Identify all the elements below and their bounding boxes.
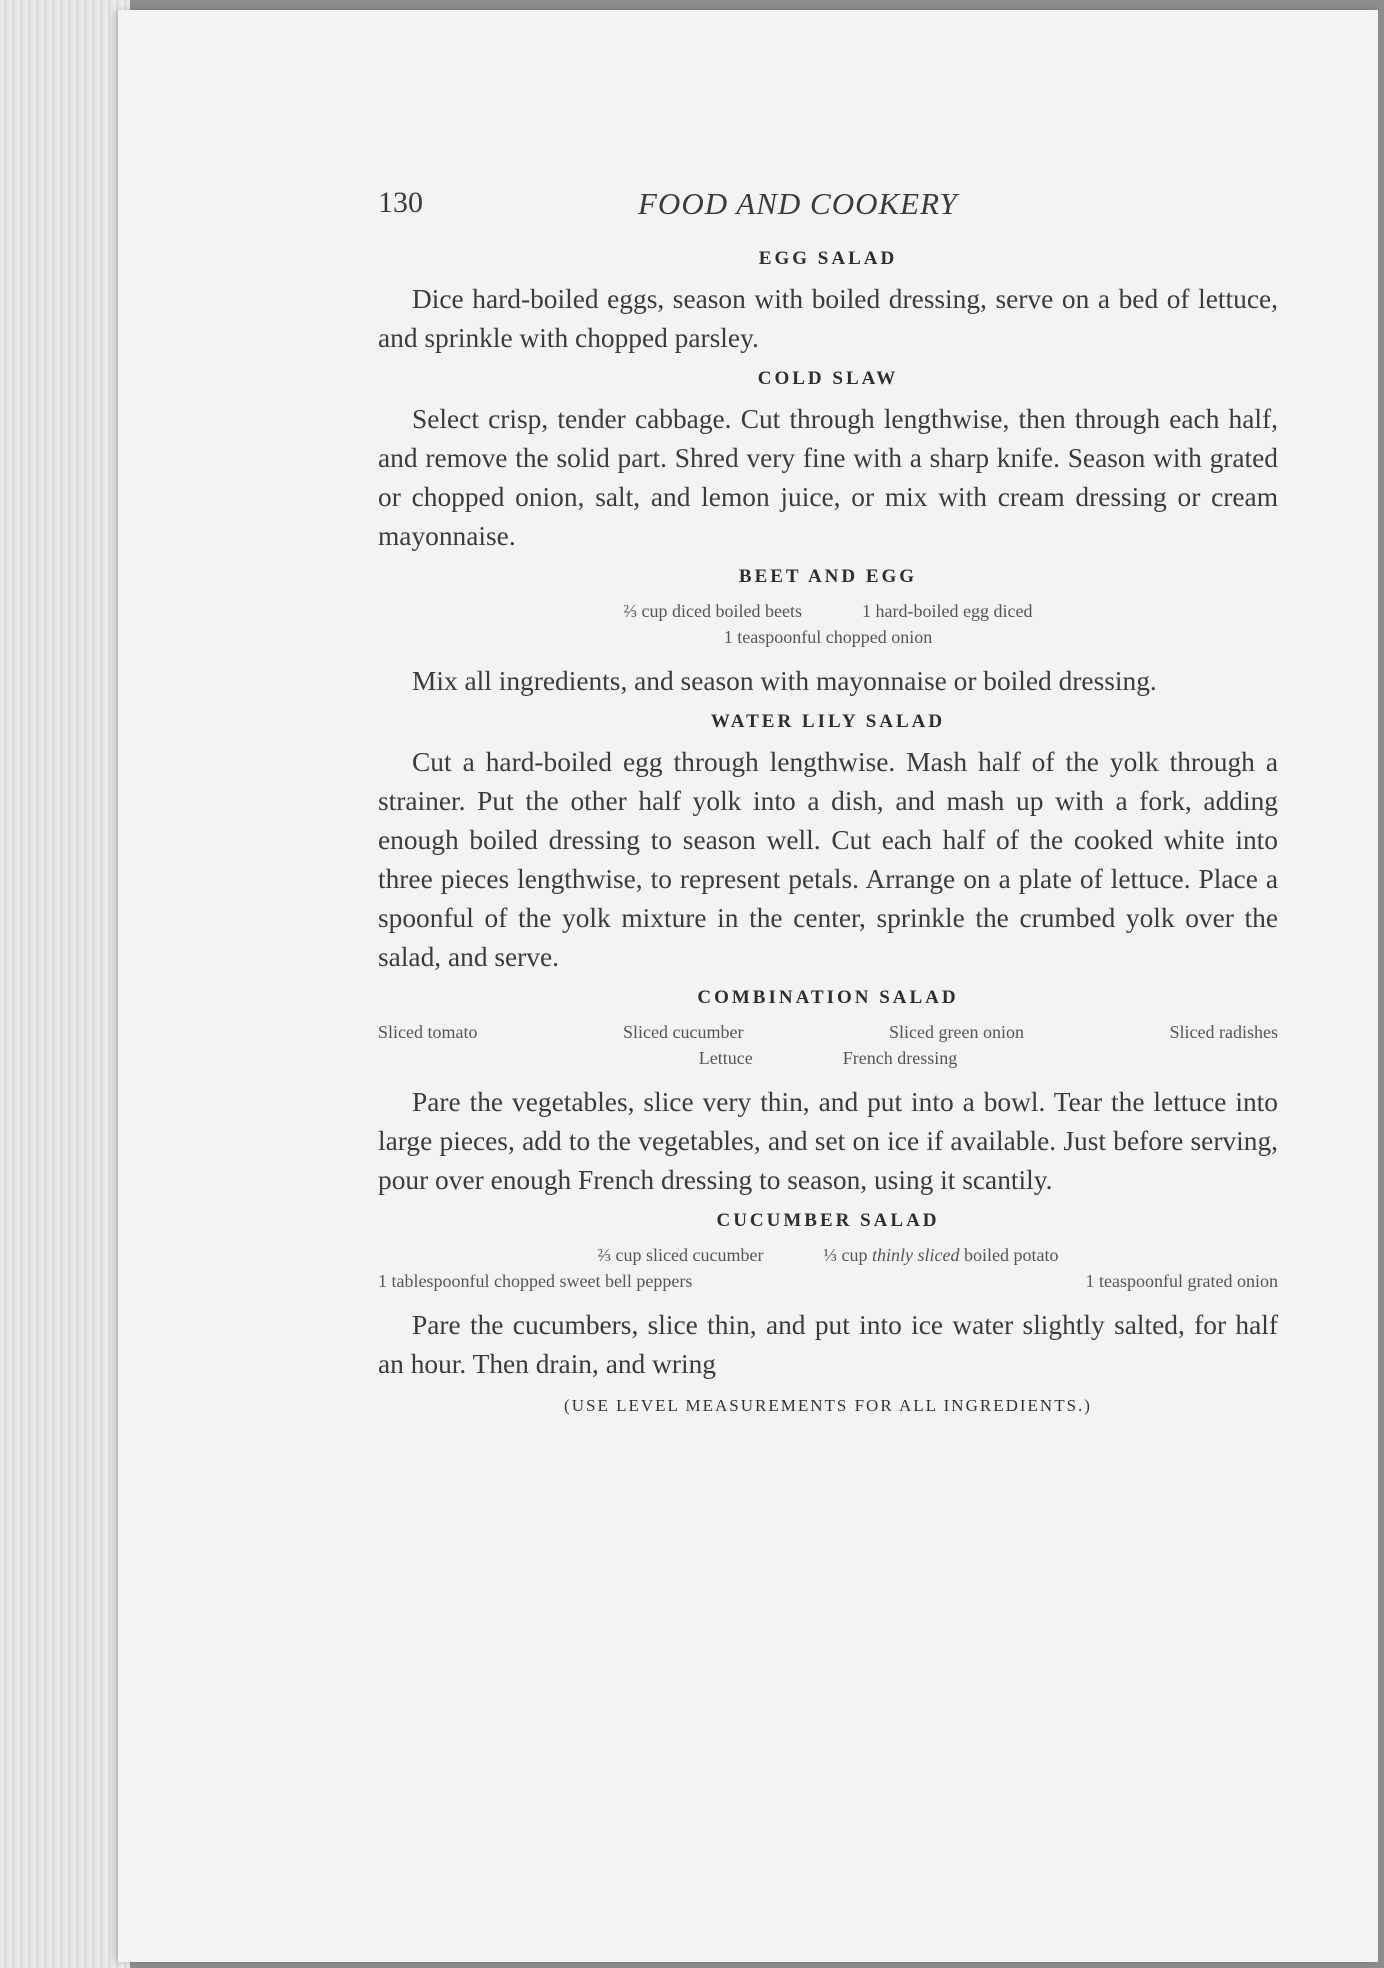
running-head xyxy=(378,186,1278,232)
recipe-paragraph: Mix all ingredients, and season with mayonnaise or boiled dressing. xyxy=(412,666,1157,696)
section-heading: COLD SLAW xyxy=(757,368,899,389)
ingredient: ⅓ cup thinly sliced boiled potato xyxy=(823,1245,1059,1265)
ingredient: 1 teaspoonful grated onion xyxy=(1085,1271,1278,1291)
ingredient: 1 teaspoonful chopped onion xyxy=(723,627,933,647)
page-text xyxy=(378,186,1278,1416)
running-title: FOOD AND COOKERY xyxy=(638,186,958,221)
ingredient: Sliced tomato xyxy=(378,1022,478,1042)
ingredient: French dressing xyxy=(842,1048,958,1068)
ingredient: ⅔ cup sliced cucumber xyxy=(597,1245,764,1265)
ingredient: 1 hard-boiled egg diced xyxy=(862,601,1033,621)
ingredient: ⅔ cup diced boiled beets xyxy=(623,601,802,621)
ingredient: Sliced green onion xyxy=(889,1022,1024,1042)
ingredient-list xyxy=(378,1019,1278,1071)
recipe-paragraph: Select crisp, tender cabbage. Cut through lengthwise, then through each half, and remove the solid part. Shred very fine with a sharp knife. Season with grated or chopped onion, salt, and lemon juice, or mix with cream dressing or cream mayonnaise. xyxy=(378,404,1278,551)
ingredient: Sliced radishes xyxy=(1169,1022,1278,1042)
section-heading: WATER LILY SALAD xyxy=(710,711,946,732)
recipe-paragraph: Pare the vegetables, slice very thin, and put into a bowl. Tear the lettuce into large pieces, add to the vegetables, and set on ice if available. Just before serving, pour over enough French dressing to season, using it scantily. xyxy=(378,1087,1278,1195)
recipe-paragraph: Pare the cucumbers, slice thin, and put into ice water slightly salted, for half an hour. Then drain, and wring xyxy=(378,1310,1278,1379)
book-page-edges xyxy=(0,0,130,1968)
ingredient: Lettuce xyxy=(698,1048,753,1068)
page-number: 130 xyxy=(378,186,423,219)
ingredient-emphasis: thinly sliced xyxy=(871,1245,960,1265)
page-footer: (USE LEVEL MEASUREMENTS FOR ALL INGREDIENTS.) xyxy=(564,1396,1092,1415)
ingredient-list xyxy=(378,598,1278,650)
section-heading: BEET AND EGG xyxy=(738,566,918,587)
section-heading: COMBINATION SALAD xyxy=(697,987,959,1008)
ingredient: 1 tablespoonful chopped sweet bell peppers xyxy=(378,1271,693,1291)
recipe-paragraph: Dice hard-boiled eggs, season with boiled dressing, serve on a bed of lettuce, and sprinkle with chopped parsley. xyxy=(378,284,1278,353)
recipe-paragraph: Cut a hard-boiled egg through lengthwise. Mash half of the yolk through a strainer. Put the other half yolk into a dish, and mash up with a fork, adding enough boiled dressing to season well. Cut each half of the cooked white into three pieces lengthwise, to represent petals. Arrange on a plate of lettuce. Place a spoonful of the yolk mixture in the center, sprinkle the crumbed yolk over the salad, and serve. xyxy=(378,747,1278,972)
section-heading: CUCUMBER SALAD xyxy=(716,1210,940,1231)
ingredient-list xyxy=(378,1242,1278,1294)
ingredient: Sliced cucumber xyxy=(623,1022,744,1042)
section-heading: EGG SALAD xyxy=(758,248,898,269)
